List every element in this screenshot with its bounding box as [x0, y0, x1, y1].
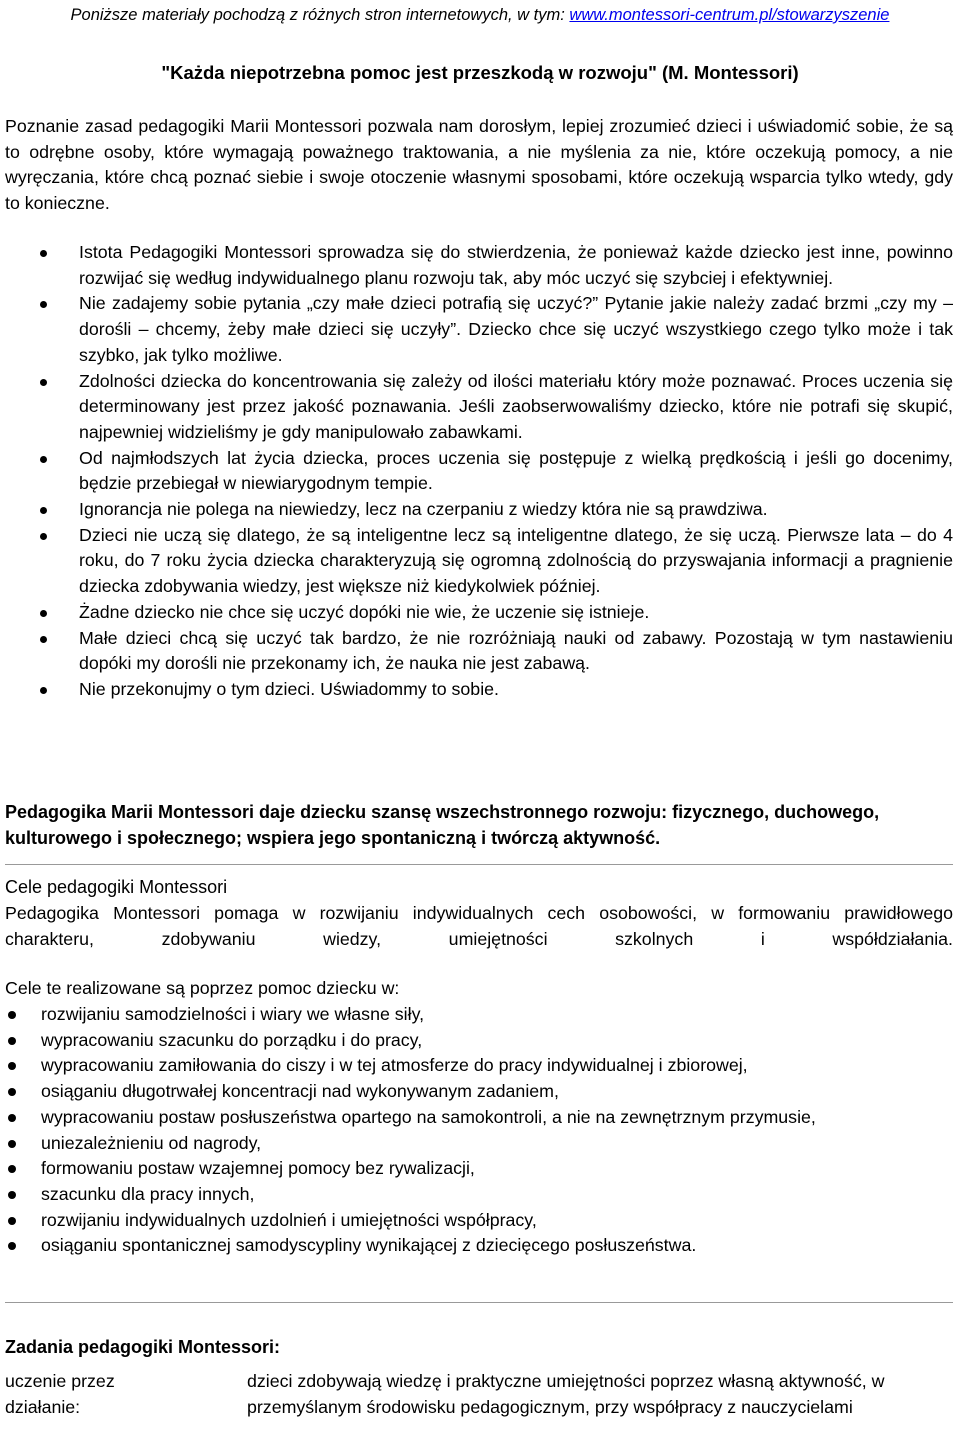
list-item: Nie przekonujmy o tym dzieci. Uświadommy to sobie. — [40, 677, 953, 703]
list-item: uniezależnieniu od nagrody, — [5, 1131, 953, 1157]
list-item: wypracowaniu postaw posłuszeństwa opartego na samokontroli, a nie na zewnętrznym przymusie, — [5, 1105, 953, 1131]
list-item: Nie zadajemy sobie pytania „czy małe dzieci potrafią się uczyć?” Pytanie jakie należy zadać brzmi „czy my – dorośli – chcemy, żeby małe dzieci się uczyły”. Dziecko chce się uczyć wszystkiego czego tylko może i tak szybko, jak tylko możliwe. — [40, 291, 953, 368]
list-item: Ignorancja nie polega na niewiedzy, lecz na czerpaniu z wiedzy która nie są prawdziwa. — [40, 497, 953, 523]
montessori-quote: "Każda niepotrzebna pomoc jest przeszkodą w rozwoju" (M. Montessori) — [161, 62, 799, 83]
source-link[interactable]: www.montessori-centrum.pl/stowarzyszenie — [569, 6, 890, 24]
divider — [5, 864, 953, 865]
list-item: osiąganiu długotrwałej koncentracji nad wykonywanym zadaniem, — [5, 1079, 953, 1105]
list-item: osiąganiu spontanicznej samodyscypliny wynikającej z dziecięcego posłuszeństwa. — [5, 1233, 953, 1259]
list-item: rozwijaniu indywidualnych uzdolnień i umiejętności współpracy, — [5, 1208, 953, 1234]
list-item: wypracowaniu zamiłowania do ciszy i w tej atmosferze do pracy indywidualnej i zbiorowej, — [5, 1053, 953, 1079]
intro-paragraph: Poznanie zasad pedagogiki Marii Montessori pozwala nam dorosłym, lepiej zrozumieć dzieci i uświadomić sobie, że są to odrębne osoby, które wymagają poważnego traktowania, a nie myślenia za nie, które oczekują pomocy, a nie wyręczania, które chcą poznać siebie i swoje otoczenie własnymi sposobami, które oczekują wsparcia tylko wtedy, gdy to konieczne. — [5, 116, 953, 214]
list-item: Małe dzieci chcą się uczyć tak bardzo, że nie rozróżniają nauki od zabawy. Pozostają w tym nastawieniu dopóki my dorośli nie przekonamy ich, że nauka nie jest zabawą. — [40, 626, 953, 677]
list-item: Od najmłodszych lat życia dziecka, proces uczenia się postępuje z wielką prędkością i jeśli go docenimy, będzie przebiegał w niewiarygodnym tempie. — [40, 446, 953, 497]
list-item: formowaniu postaw wzajemnej pomocy bez rywalizacji, — [5, 1156, 953, 1182]
list-item: Zdolności dziecka do koncentrowania się zależy od ilości materiału który może poznawać. Proces uczenia się determinowany jest przez jakość poznawania. Jeśli zaobserwowaliśmy dziecko, które nie potrafi się skupić, najpewniej widzieliśmy je gdy manipulowało zabawkami. — [40, 369, 953, 446]
source-header-text: Poniższe materiały pochodzą z różnych stron internetowych, w tym: — [70, 6, 570, 24]
zadania-term: uczenie przez działanie: — [5, 1371, 115, 1417]
list-item: wypracowaniu szacunku do porządku i do pracy, — [5, 1028, 953, 1054]
source-header — [0, 4, 960, 26]
cele-intro: Cele te realizowane są poprzez pomoc dziecku w: — [5, 978, 400, 998]
list-item: Dzieci nie uczą się dlatego, że są inteligentne lecz są inteligentne dlatego, że się uczą. Pierwsze lata – do 4 roku, do 7 roku życia dziecka charakteryzują się ogromną zdolnością do przyswajania informacji a pragnienie dziecka zdobywania wiedzy, jest większe niż kiedykolwiek później. — [40, 523, 953, 600]
zadania-heading: Zadania pedagogiki Montessori: — [5, 1337, 281, 1357]
zadania-definition-copy: dzieci zdobywają wiedzę i praktyczne umiejętności poprzez własną aktywność, w przemyślanym środowisku pedagogicznym, przy współpracy z nauczycielami — [247, 1371, 885, 1417]
cele-heading: Cele pedagogiki Montessori — [5, 877, 228, 897]
list-item: rozwijaniu samodzielności i wiary we własne siły, — [5, 1002, 953, 1028]
list-item: szacunku dla pracy innych, — [5, 1182, 953, 1208]
cele-paragraph: Pedagogika Montessori pomaga w rozwijaniu indywidualnych cech osobowości, w formowaniu prawidłowego charakteru, zdobywaniu wiedzy, umiejętności szkolnych i współdziałania. — [5, 903, 953, 949]
goals-list — [5, 1002, 953, 1259]
zadania-definition-text — [247, 1369, 907, 1420]
principles-list — [40, 240, 953, 703]
summary-statement: Pedagogika Marii Montessori daje dziecku szansę wszechstronnego rozwoju: fizycznego, duchowego, kulturowego i społecznego; wspiera jego spontaniczną i twórczą aktywność. — [5, 802, 880, 848]
list-item: Żadne dziecko nie chce się uczyć dopóki nie wie, że uczenie się istnieje. — [40, 600, 953, 626]
divider — [5, 1302, 953, 1303]
list-item: Istota Pedagogiki Montessori sprowadza się do stwierdzenia, że ponieważ każde dziecko jest inne, powinno rozwijać się według indywidualnego planu rozwoju tak, aby móc uczyć się szybciej i efektywniej. — [40, 240, 953, 291]
